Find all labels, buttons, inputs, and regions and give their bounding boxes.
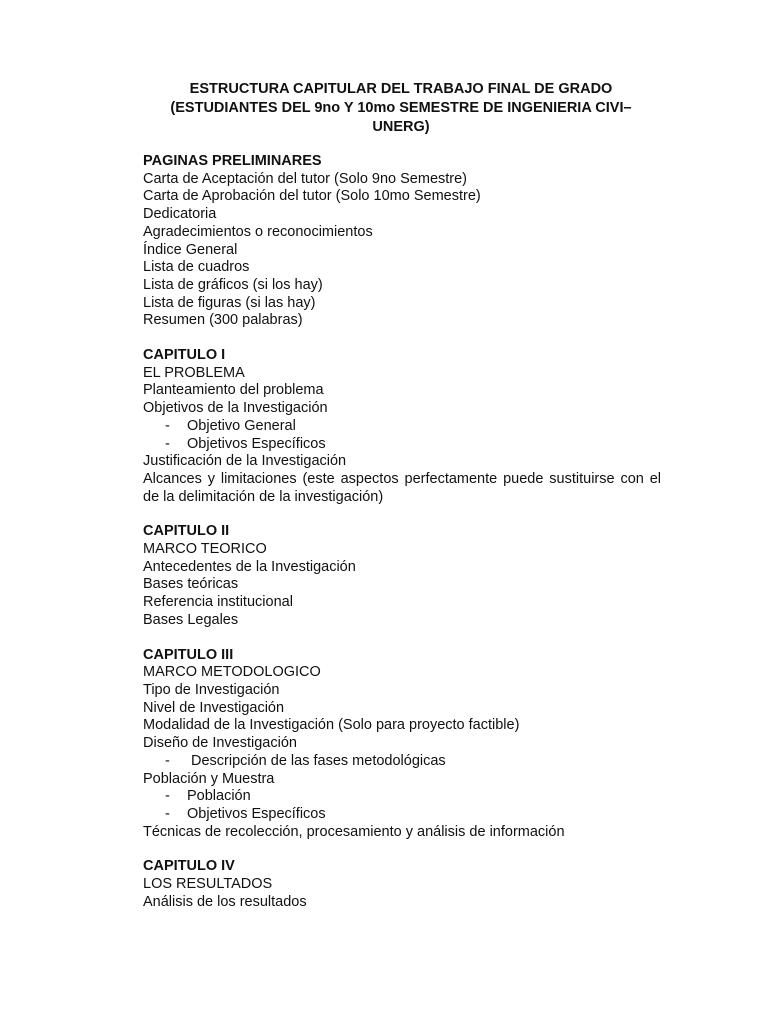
list-item: Carta de Aprobación del tutor (Solo 10mo Semestre) (143, 188, 481, 205)
chapter-subtitle: LOS RESULTADOS (143, 876, 273, 893)
list-item: Lista de figuras (si las hay) (143, 294, 316, 311)
section-preliminares (143, 153, 663, 330)
list-item: Técnicas de recolección, procesamiento y análisis de información (143, 823, 565, 840)
chapter-heading: CAPITULO IV (143, 858, 235, 875)
chapter-subtitle: MARCO METODOLOGICO (143, 664, 321, 681)
section-capitulo-3 (143, 647, 663, 842)
list-item: Objetivos de la Investigación (143, 400, 328, 417)
list-item: Índice General (143, 241, 238, 258)
list-item: Bases teóricas (143, 576, 239, 593)
chapter-subtitle: EL PROBLEMA (143, 364, 245, 381)
chapter-heading: CAPITULO III (143, 646, 234, 663)
list-item: Dedicatoria (143, 206, 217, 223)
chapter-heading: CAPITULO I (143, 347, 226, 364)
list-item: Carta de Aceptación del tutor (Solo 9no Semestre) (143, 170, 468, 187)
title-line-3: UNERG) (372, 119, 430, 135)
sub-list-item (143, 418, 663, 436)
list-item: Referencia institucional (143, 594, 293, 611)
dash-bullet: - (165, 788, 170, 805)
list-item: Modalidad de la Investigación (Solo para proyecto factible) (143, 717, 520, 734)
list-item: Antecedentes de la Investigación (143, 558, 356, 575)
sub-item-text: Objetivos Específicos (187, 435, 326, 452)
list-item: Población y Muestra (143, 770, 275, 787)
sub-item-text: Descripción de las fases metodológicas (191, 752, 446, 769)
chapter-subtitle: MARCO TEORICO (143, 541, 267, 558)
list-item: Resumen (300 palabras) (143, 312, 303, 329)
list-item: Bases Legales (143, 611, 239, 628)
list-item: Justificación de la Investigación (143, 453, 347, 470)
sub-list-item (143, 806, 663, 824)
document-body (143, 153, 663, 928)
document-title (100, 80, 702, 137)
list-paragraph: Alcances y limitaciones (este aspectos perfectamente puede sustituirse con el de la delimitación de la investigación) (143, 470, 661, 505)
list-item: Lista de gráficos (si los hay) (143, 276, 323, 293)
dash-bullet: - (165, 435, 170, 452)
section-capitulo-4 (143, 858, 663, 911)
list-item: Planteamiento del problema (143, 382, 324, 399)
sub-list-item (143, 753, 663, 771)
section-capitulo-1 (143, 347, 663, 506)
sub-list-item (143, 436, 663, 454)
title-line-2: (ESTUDIANTES DEL 9no Y 10mo SEMESTRE DE INGENIERIA CIVI– (170, 100, 632, 116)
list-item: Lista de cuadros (143, 259, 250, 276)
list-item: Análisis de los resultados (143, 893, 307, 910)
dash-bullet: - (165, 805, 170, 822)
list-item: Diseño de Investigación (143, 735, 297, 752)
sub-item-text: Población (187, 788, 251, 805)
sub-list-item (143, 788, 663, 806)
sub-item-text: Objetivos Específicos (187, 805, 326, 822)
title-line-1: ESTRUCTURA CAPITULAR DEL TRABAJO FINAL DE GRADO (189, 81, 613, 97)
section-capitulo-2 (143, 523, 663, 629)
list-item: Nivel de Investigación (143, 699, 285, 716)
dash-bullet: - (165, 417, 170, 434)
dash-bullet: - (165, 752, 170, 769)
list-item: Agradecimientos o reconocimientos (143, 223, 373, 240)
list-item: Tipo de Investigación (143, 681, 280, 698)
section-heading: PAGINAS PRELIMINARES (143, 153, 322, 169)
chapter-heading: CAPITULO II (143, 523, 230, 540)
sub-item-text: Objetivo General (187, 417, 296, 434)
